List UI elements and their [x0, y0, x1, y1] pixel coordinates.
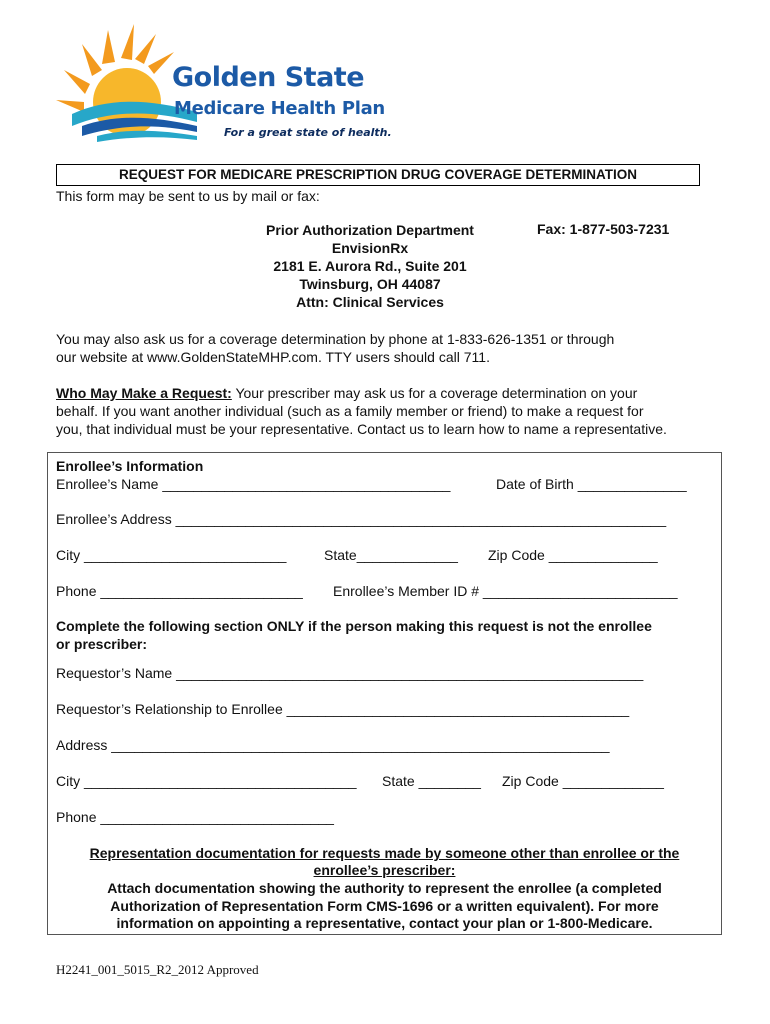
enrollee-dob-field[interactable]: Date of Birth ______________: [496, 476, 687, 492]
logo-plan-name: Medicare Health Plan: [174, 98, 385, 119]
logo-tagline: For a great state of health.: [224, 126, 392, 139]
requestor-state-field[interactable]: State ________: [382, 773, 481, 789]
fax-number: Fax: 1-877-503-7231: [537, 221, 670, 237]
requestor-address-field[interactable]: Address ________________________________________________________________: [56, 737, 610, 753]
form-title: REQUEST FOR MEDICARE PRESCRIPTION DRUG COVERAGE DETERMINATION: [56, 164, 700, 186]
who-may-request-line-3: you, that individual must be your representative. Contact us to learn how to name a representative.: [56, 421, 667, 437]
requestor-note-line-2: or prescriber:: [56, 636, 148, 652]
who-may-request-heading: Who May Make a Request:: [56, 385, 232, 401]
phone-info-line-1: You may also ask us for a coverage determination by phone at 1-833-626-1351 or through: [56, 331, 615, 347]
requestor-zip-field[interactable]: Zip Code _____________: [502, 773, 664, 789]
golden-state-logo: [52, 22, 392, 147]
who-may-request-line-1: [56, 385, 637, 402]
logo-brand-name: Golden State: [172, 62, 365, 93]
enrollee-city-field[interactable]: City __________________________: [56, 547, 287, 563]
requestor-relationship-field[interactable]: Requestor’s Relationship to Enrollee ____________________________________________: [56, 701, 630, 717]
representation-heading-line-2: enrollee’s prescriber:: [313, 862, 456, 878]
form-footer-code: H2241_001_5015_R2_2012 Approved: [56, 962, 259, 977]
representation-text-line-2: Authorization of Representation Form CMS-1696 or a written equivalent). For more: [110, 898, 659, 914]
address-department: Prior Authorization Department: [266, 222, 474, 238]
who-may-request-text: Your prescriber may ask us for a coverage determination on your: [231, 385, 638, 401]
enrollee-member-id-field[interactable]: Enrollee’s Member ID # _________________________: [333, 583, 678, 599]
enrollee-name-field[interactable]: Enrollee’s Name _____________________________________: [56, 476, 451, 492]
address-attn: Attn: Clinical Services: [296, 294, 444, 310]
enrollee-state-field[interactable]: State_____________: [324, 547, 458, 563]
representation-text-line-1: Attach documentation showing the authority to represent the enrollee (a completed: [107, 880, 662, 896]
address-company: EnvisionRx: [331, 240, 409, 256]
representation-text-line-3: information on appointing a representative, contact your plan or 1-800-Medicare.: [116, 915, 653, 931]
address-street: 2181 E. Aurora Rd., Suite 201: [273, 258, 467, 274]
address-city: Twinsburg, OH 44087: [299, 276, 441, 292]
enrollee-zip-field[interactable]: Zip Code ______________: [488, 547, 658, 563]
enrollee-phone-field[interactable]: Phone __________________________: [56, 583, 303, 599]
requestor-city-field[interactable]: City ___________________________________: [56, 773, 357, 789]
phone-info-line-2: our website at www.GoldenStateMHP.com. TTY users should call 711.: [56, 349, 490, 365]
who-may-request-line-2: behalf. If you want another individual (such as a family member or friend) to make a request for: [56, 403, 644, 419]
representation-heading-line-1: Representation documentation for requests made by someone other than enrollee or the: [89, 845, 680, 861]
enrollee-section-title: Enrollee’s Information: [56, 458, 204, 474]
requestor-phone-field[interactable]: Phone ______________________________: [56, 809, 334, 825]
requestor-note-line-1: Complete the following section ONLY if the person making this request is not the enrollee: [56, 618, 652, 634]
requestor-name-field[interactable]: Requestor’s Name ____________________________________________________________: [56, 665, 644, 681]
enrollee-address-field[interactable]: Enrollee’s Address _______________________________________________________________: [56, 511, 667, 527]
intro-text: This form may be sent to us by mail or fax:: [56, 188, 320, 204]
